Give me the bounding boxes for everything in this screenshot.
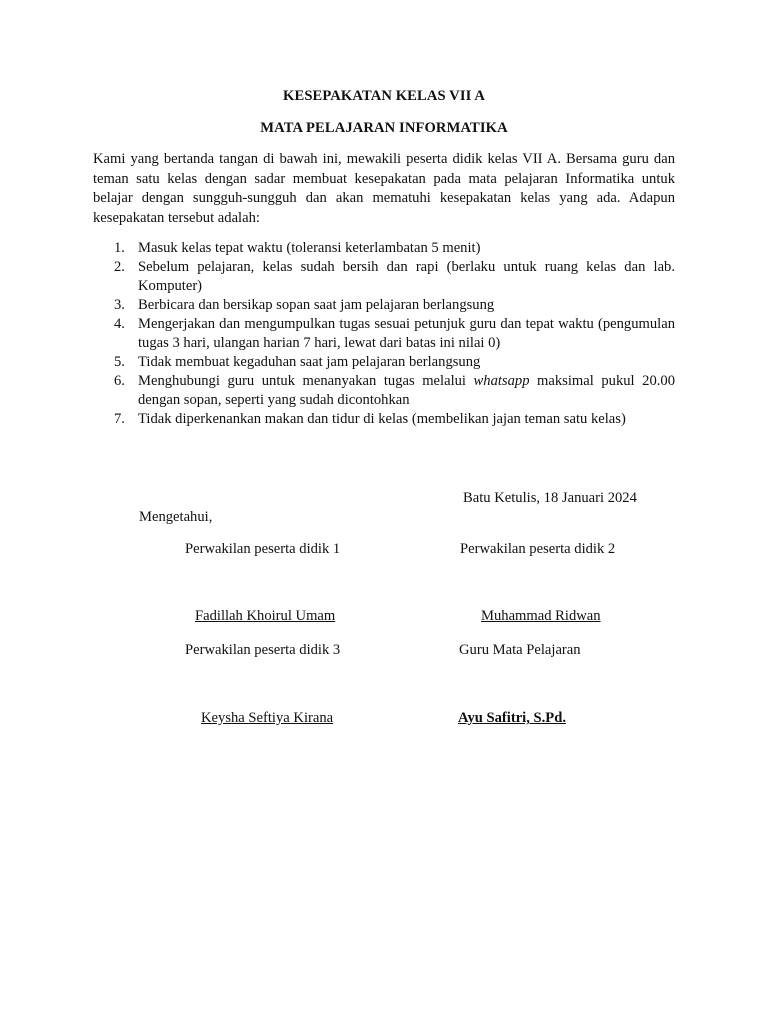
list-item-number: 3. bbox=[114, 297, 125, 313]
list-item bbox=[93, 372, 675, 410]
list-item-number: 1. bbox=[114, 240, 125, 256]
list-item-text-start: Menghubungi guru untuk menanyakan tugas melalui bbox=[138, 373, 474, 389]
signatory-role-rep2: Perwakilan peserta didik 2 bbox=[460, 541, 616, 557]
acknowledged-label: Mengetahui, bbox=[139, 509, 213, 525]
list-item-number: 2. bbox=[114, 259, 125, 275]
place-date: Batu Ketulis, 18 Januari 2024 bbox=[463, 490, 637, 506]
signatory-role-teacher: Guru Mata Pelajaran bbox=[459, 642, 581, 658]
document-title: KESEPAKATAN KELAS VII A bbox=[283, 88, 485, 104]
document-subtitle: MATA PELAJARAN INFORMATIKA bbox=[260, 120, 508, 136]
signatory-name-rep3: Keysha Seftiya Kirana bbox=[201, 710, 334, 726]
list-item bbox=[93, 353, 675, 372]
signatory-name-rep1: Fadillah Khoirul Umam bbox=[195, 608, 336, 624]
list-item-number: 7. bbox=[114, 411, 125, 427]
signatory-name-rep2: Muhammad Ridwan bbox=[481, 608, 601, 624]
signatory-name-teacher: Ayu Safitri, S.Pd. bbox=[458, 710, 566, 726]
list-item-number: 6. bbox=[114, 373, 125, 389]
list-item-text: Tidak diperkenankan makan dan tidur di kelas (membelikan jajan teman satu kelas) bbox=[138, 411, 626, 427]
list-item-text-end: maksimal pukul 20.00 dengan sopan, seperti yang sudah dicontohkan bbox=[138, 373, 675, 408]
list-item bbox=[93, 315, 675, 353]
list-item-number: 4. bbox=[114, 316, 125, 332]
signatory-role-rep1: Perwakilan peserta didik 1 bbox=[185, 541, 341, 557]
list-item-text: Berbicara dan bersikap sopan saat jam pelajaran berlangsung bbox=[138, 297, 495, 313]
list-item bbox=[93, 410, 675, 429]
list-item bbox=[93, 296, 675, 315]
list-item-text: Tidak membuat kegaduhan saat jam pelajaran berlangsung bbox=[138, 354, 481, 370]
list-item bbox=[93, 258, 675, 296]
list-item-text: Mengerjakan dan mengumpulkan tugas sesuai petunjuk guru dan tepat waktu (pengumulan tugas 3 hari, ulangan harian 7 hari, lewat dari batas ini nilai 0) bbox=[138, 316, 675, 351]
list-item-text: Sebelum pelajaran, kelas sudah bersih dan rapi (berlaku untuk ruang kelas dan lab. Komputer) bbox=[138, 259, 675, 294]
list-item-text-italic: whatsapp bbox=[473, 373, 530, 389]
list-item-text: Masuk kelas tepat waktu (toleransi keterlambatan 5 menit) bbox=[138, 240, 481, 256]
agreement-list bbox=[93, 239, 675, 429]
intro-paragraph: Kami yang bertanda tangan di bawah ini, mewakili peserta didik kelas VII A. Bersama guru dan teman satu kelas dengan sadar membuat kesepakatan pada mata pelajaran Informatika untuk belajar dengan sungguh-sungguh dan akan mematuhi kesepakatan kelas yang ada. Adapun kesepakatan tersebut adalah: bbox=[93, 151, 675, 226]
list-item bbox=[93, 239, 675, 258]
signatory-role-rep3: Perwakilan peserta didik 3 bbox=[185, 642, 341, 658]
list-item-number: 5. bbox=[114, 354, 125, 370]
